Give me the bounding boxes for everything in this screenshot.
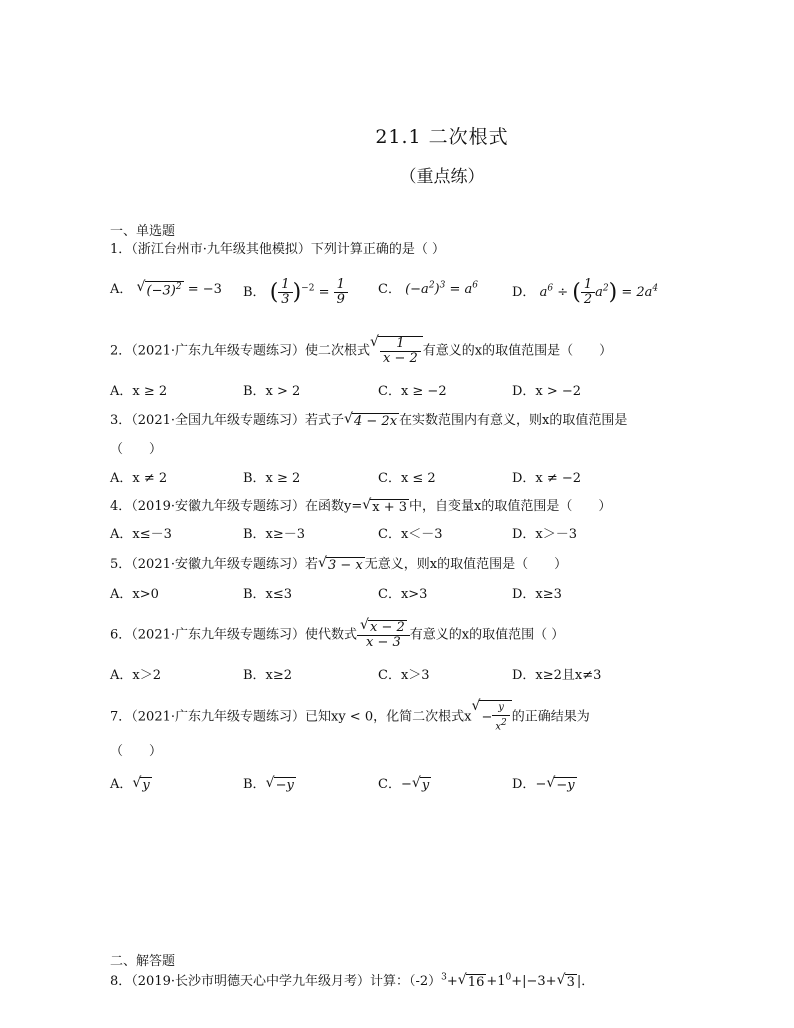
question-4-options (110, 523, 730, 547)
q7-option-c: C．− √ y (378, 774, 430, 793)
option-label: D． (512, 777, 536, 792)
q4-option-d: D．x＞－3 (512, 527, 578, 542)
sqrt-expression: √ 16 (457, 971, 485, 990)
question-6-stem (110, 617, 565, 650)
question-4-stem (110, 495, 611, 515)
q3-option-d: D．x ≠ −2 (512, 471, 582, 486)
option-label: B． (243, 285, 266, 300)
sqrt-expression: √ − $\frac{y}{x^2}$ (471, 700, 511, 734)
q1-option-d: D． $a^6$ ÷ ( $\frac{1}{2}$ $a^2) = 2a^4$ (512, 277, 659, 307)
q6-option-b: B．x≥2 (243, 668, 293, 683)
sqrt-expression: √ x + 3 (362, 496, 407, 515)
stem-prefix: 4．（2019·安徽九年级专题练习）在函数y= (110, 499, 363, 514)
sqrt-expression: √ 4 − 2x (344, 410, 398, 429)
section-heading-single-choice: 一、单选题 (110, 224, 176, 239)
option-label: C． (378, 282, 401, 297)
q5-option-d: D．x≥3 (512, 587, 562, 602)
sqrt-expression: √ $(-3)^2$ (136, 278, 182, 299)
stem-suffix: 无意义，则x的取值范围是（ ） (364, 557, 568, 572)
q3-option-b: B．x ≥ 2 (243, 471, 301, 486)
question-3-stem (110, 409, 627, 429)
question-1-stem: 1．（浙江台州市·九年级其他模拟）下列计算正确的是（ ） (110, 242, 446, 257)
question-1-options (110, 277, 730, 307)
q7-option-a: A． √ y (110, 774, 150, 793)
option-label: A． (110, 777, 133, 792)
sqrt-expression: √ 3 − x (318, 554, 363, 573)
q2-option-a: A．x ≥ 2 (110, 384, 168, 399)
q4-option-b: B．x≥－3 (243, 527, 306, 542)
q2-option-c: C．x ≥ −2 (378, 384, 447, 399)
stem-prefix: 2．（2021·广东九年级专题练习）使二次根式 (110, 343, 370, 359)
question-6-options (110, 664, 730, 688)
question-7-stem (110, 700, 590, 734)
stem-suffix: 中，自变量x的取值范围是（ ） (409, 499, 612, 514)
sqrt-expression: √ 3 (556, 971, 575, 990)
section-heading-answer: 二、解答题 (110, 954, 176, 969)
question-5-options (110, 583, 730, 607)
question-2-stem (110, 336, 612, 366)
stem-suffix: 有意义的x的取值范围是（ ） (422, 343, 613, 359)
question-5-stem (110, 553, 567, 573)
sqrt-expression: √ $\frac{1}{x - 2}$ (370, 336, 423, 366)
page-subtitle: （重点练） (399, 167, 485, 187)
stem-suffix: 的正确结果为 (511, 709, 590, 725)
question-7-options (110, 773, 730, 797)
q5-option-b: B．x≤3 (243, 587, 293, 602)
fraction-expression: √ x − 2 x − 3 (357, 620, 410, 650)
question-3-options (110, 467, 730, 491)
page-title: 21.1 二次根式 (375, 126, 509, 148)
question-7-continuation: （ ） (110, 744, 163, 759)
q6-option-d: D．x≥2且x≠3 (512, 668, 602, 683)
option-label: A． (110, 282, 133, 297)
stem-prefix: 3．（2021·全国九年级专题练习）若式子 (110, 413, 344, 428)
question-3-continuation: （ ） (110, 442, 163, 457)
stem-suffix: ． (581, 974, 595, 989)
q5-option-a: A．x>0 (110, 587, 159, 602)
q4-option-a: A．x≤－3 (110, 527, 172, 542)
stem-suffix: 在实数范围内有意义，则x的取值范围是 (399, 413, 628, 428)
q7-option-d: D．− √ −y (512, 774, 575, 793)
q3-option-c: C．x ≤ 2 (378, 471, 436, 486)
q6-option-a: A．x＞2 (110, 668, 161, 683)
q2-option-d: D．x > −2 (512, 384, 582, 399)
stem-prefix: 8．（2019·长沙市明德天心中学九年级月考）计算：（-2） (110, 974, 442, 989)
stem-prefix: 7．（2021·广东九年级专题练习）已知xy < 0，化简二次根式x (110, 709, 472, 725)
q1-option-c: C． $(-a^2)^3 = a^6$ (378, 280, 479, 297)
option-label: D． (512, 285, 536, 300)
q6-option-c: C．x＞3 (378, 668, 430, 683)
option-label: B． (243, 777, 266, 792)
q1-option-b: B． ( $\frac{1}{3}$ )$^{-2}$ = $\frac{1}{9}$ (243, 278, 348, 307)
q1-option-a: A． √ $(-3)^2 = -3$ (110, 278, 222, 299)
stem-prefix: 6．（2021·广东九年级专题练习）使代数式 (110, 627, 357, 643)
q5-option-c: C．x>3 (378, 587, 428, 602)
question-8-stem: 8．（2019·长沙市明德天心中学九年级月考）计算：$(-2)^3+$ √ $16 +1^0+|-3+$ √ 3 |． (110, 971, 595, 990)
stem-prefix: 5．（2021·安徽九年级专题练习）若 (110, 557, 318, 572)
q4-option-c: C．x＜－3 (378, 527, 443, 542)
q3-option-a: A．x ≠ 2 (110, 471, 168, 486)
q7-option-b: B． √ −y (243, 774, 294, 793)
q2-option-b: B．x > 2 (243, 384, 301, 399)
stem-suffix: 有意义的x的取值范围（ ） (409, 627, 565, 643)
option-label: C． (378, 777, 401, 792)
question-2-options (110, 380, 730, 404)
